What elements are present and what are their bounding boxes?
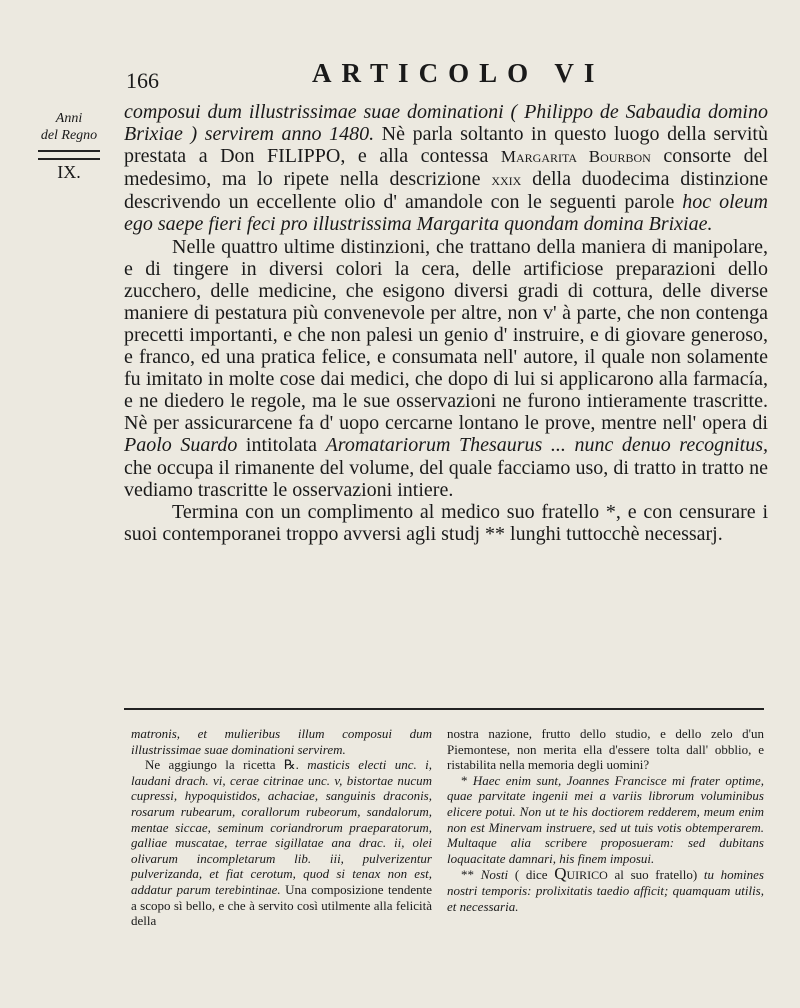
margin-note-line2: del Regno xyxy=(40,128,98,143)
text-run: della duodecima distinzione descrivendo un eccellente olio d' amandole con le seguenti parole xyxy=(124,168,769,214)
text-run: Aromatariorum Thesaurus ... nunc denuo recognitus, xyxy=(325,434,768,457)
text-run: al suo fratello) xyxy=(607,867,704,883)
footnote-right-paragraph-3 xyxy=(447,866,764,914)
text-run: Nosti xyxy=(480,867,509,883)
text-run: Termina con un complimento al medico suo fratello *, e con censurare i suoi contemporanei troppo avversi agli studj ** lunghi tuttocchè necessarj. xyxy=(124,500,768,545)
running-title: ARTICOLO VI xyxy=(312,58,605,88)
text-run: nostra nazione, frutto dello studio, e dello zelo d'un Piemontese, non merita ella d'essere tolta dall' obblio, e ristabilita nella memoria degli uomini? xyxy=(447,726,764,773)
text-run: Nelle quattro ultime distinzioni, che trattano della maniera di manipolare, e di tingere in diversi colori la cera, delle artificiose preparazioni dello zucchero, delle medicine, che esigono diversi gradi di cottura, delle diverse maniere di pestatura più convenevole per altre, non v' à parte, che non contenga precetti importanti, e che non palesi un genio d' instruire, e di giovare generoso, e franco, ed una pratica felice, e consumata nell' autore, il quale non solamente fu imitato in molte cose dai medici, che dopo di lui si applicarono alla farmacía, e ne diedero le regole, ma le sue osservazioni ne furono intieramente trascritte. Nè per assicurarcene fa d' uopo cercarne lontano le prove, mentre nell' opera di xyxy=(124,235,768,435)
footnotes-right-column xyxy=(447,726,764,914)
footnote-left-paragraph-2 xyxy=(131,757,432,929)
margin-note xyxy=(34,110,104,181)
text-run: Quirico xyxy=(554,864,608,884)
body-paragraph-1 xyxy=(124,101,768,236)
body-paragraph-2 xyxy=(124,236,768,501)
text-run: xxix xyxy=(491,170,522,190)
text-run: masticis electi unc. i, laudani drach. vi, cerae citrinae unc. v, bistortae nucum cupressi, hypoquistidos, achaciae, sanguinis draconis, rosarum rubearum, corallorum rubeorum, sandalorum, mentae siccae, seminum coriandrorum praeparatorum, galliae muscatae, terrae sigillatae ana drac. ii, olei olivarum incompletarum lib. iii, pulverizentur pulverizanda, et fiat cerotum, quod si tenax non est, addatur parum terebintinae. xyxy=(131,757,433,897)
text-run: Paolo Suardo xyxy=(124,434,238,457)
text-run: Haec enim sunt, Joannes Francisce mi frater optime, quae parvitate ingenii mei a variis librorum voluminibus elicere potui. Non ut te his doctiorem redderem, meum enim non est Minervam instruere, sed ut tuis votis obtemperarem. Multaque alia scribere proposueram: sed dubitans loquacitate damnari, his finem imposui. xyxy=(447,772,764,866)
text-run: consorte del medesimo, ma lo ripete nella descrizione xyxy=(124,145,769,191)
text-run: composui dum illustrissimae suae dominationi ( Philippo de Sabaudia domino Brixiae ) servirem anno 1480. xyxy=(124,101,768,146)
text-run: ( dice xyxy=(508,867,555,883)
page-number: 166 xyxy=(126,68,159,93)
footnotes-left-column xyxy=(131,726,432,929)
footnote-left-paragraph-1 xyxy=(131,726,432,757)
margin-rule xyxy=(38,150,100,160)
text-run: tu homines nostri temporis: prolixitatis taedio afficit; quamquam utilis, et necessaria. xyxy=(447,867,764,914)
text-run: hoc oleum ego saepe fieri feci pro illustrissima Margarita quondam domina Brixiae. xyxy=(124,191,768,236)
body-paragraph-3 xyxy=(124,501,768,545)
text-run: * xyxy=(461,772,473,788)
body-text xyxy=(124,101,768,545)
margin-note-line1: Anni xyxy=(55,111,83,126)
footnote-right-paragraph-2 xyxy=(447,773,764,867)
text-run: Una composizione tendente a scopo sì bello, e che à servito così utilmente alla felicità della xyxy=(131,881,433,929)
text-run: matronis, et mulieribus illum composui dum illustrissimae suae dominationi servirem. xyxy=(131,726,432,757)
text-run: Nè parla soltanto in questo luogo della servitù prestata a Don FILIPPO, e alla contessa xyxy=(124,123,768,168)
text-run: ** xyxy=(461,867,481,883)
text-run: Ne aggiungo la ricetta ℞. xyxy=(145,757,308,773)
footnote-right-paragraph-1 xyxy=(447,726,764,773)
footnote-divider xyxy=(124,708,764,710)
text-run: intitolata xyxy=(237,434,326,457)
text-run: Margarita Bourbon xyxy=(500,147,651,167)
text-run: che occupa il rimanente del volume, del quale facciamo uso, di tratto in tratto ne vediamo trascritte le osservazioni intiere. xyxy=(124,456,768,501)
margin-note-number: IX. xyxy=(57,162,81,182)
